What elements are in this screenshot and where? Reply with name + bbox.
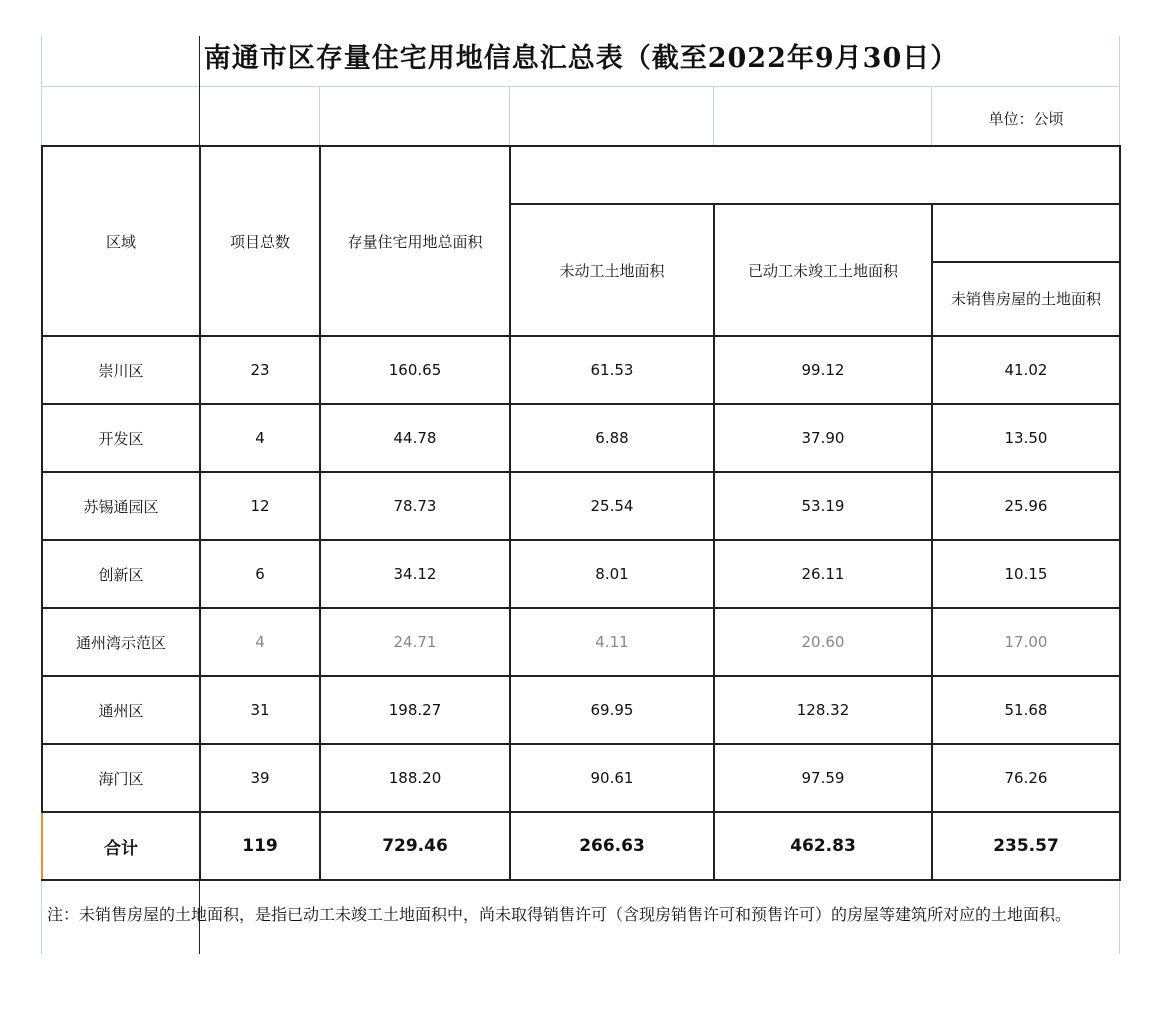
table-row	[42, 336, 1120, 404]
cell-total: 78.73	[320, 472, 510, 540]
summary-table	[41, 145, 1121, 881]
unit-label: 单位：公顷	[988, 110, 1064, 128]
cell-not-started: 61.53	[510, 336, 714, 404]
cell-count: 39	[200, 744, 320, 812]
header-started-unfinished: 已动工未竣工土地面积	[714, 204, 932, 336]
cell-region: 苏锡通园区	[42, 472, 200, 540]
cell-not-started: 8.01	[510, 540, 714, 608]
footnote: 注：未销售房屋的土地面积，是指已动工未竣工土地面积中，尚未取得销售许可（含现房销售许可和预售许可）的房屋等建筑所对应的土地面积。	[47, 905, 1072, 924]
cell-count: 6	[200, 540, 320, 608]
cell-region: 崇川区	[42, 336, 200, 404]
cell-unsold: 235.57	[932, 812, 1120, 880]
cell-started: 53.19	[714, 472, 932, 540]
cell-started: 26.11	[714, 540, 932, 608]
cell-started: 37.90	[714, 404, 932, 472]
cell-count: 119	[200, 812, 320, 880]
page-title: 南通市区存量住宅用地信息汇总表（截至2022年9月30日）	[203, 43, 959, 74]
grid-line	[509, 86, 510, 146]
total-row	[42, 812, 1120, 880]
cell-unsold: 13.50	[932, 404, 1120, 472]
cell-unsold: 25.96	[932, 472, 1120, 540]
cell-started: 97.59	[714, 744, 932, 812]
cell-not-started: 69.95	[510, 676, 714, 744]
header-unsold: 未销售房屋的土地面积	[932, 262, 1120, 336]
table-row	[42, 744, 1120, 812]
grid-line	[319, 86, 320, 146]
cell-total: 44.78	[320, 404, 510, 472]
table-row	[42, 404, 1120, 472]
cell-unsold: 41.02	[932, 336, 1120, 404]
cell-started: 99.12	[714, 336, 932, 404]
table-row	[42, 676, 1120, 744]
cell-started: 20.60	[714, 608, 932, 676]
cell-not-started: 6.88	[510, 404, 714, 472]
cell-not-started: 266.63	[510, 812, 714, 880]
cell-unsold: 17.00	[932, 608, 1120, 676]
cell-region: 通州区	[42, 676, 200, 744]
grid-line	[713, 86, 714, 146]
grid-line	[41, 86, 1120, 87]
cell-total: 24.71	[320, 608, 510, 676]
cell-count: 31	[200, 676, 320, 744]
cell-total: 34.12	[320, 540, 510, 608]
cell-region: 海门区	[42, 744, 200, 812]
cell-total: 160.65	[320, 336, 510, 404]
cell-started: 462.83	[714, 812, 932, 880]
header-row	[42, 146, 1120, 204]
cell-count: 4	[200, 404, 320, 472]
cell-region: 通州湾示范区	[42, 608, 200, 676]
cell-region: 合计	[42, 812, 200, 880]
cell-total: 729.46	[320, 812, 510, 880]
cell-unsold: 51.68	[932, 676, 1120, 744]
header-total-area: 存量住宅用地总面积	[320, 146, 510, 336]
cell-region: 创新区	[42, 540, 200, 608]
table-row	[42, 540, 1120, 608]
cell-count: 23	[200, 336, 320, 404]
header-blank-cell	[932, 204, 1120, 262]
cell-count: 4	[200, 608, 320, 676]
cell-unsold: 10.15	[932, 540, 1120, 608]
table-row	[42, 472, 1120, 540]
header-project-count: 项目总数	[200, 146, 320, 336]
cell-count: 12	[200, 472, 320, 540]
cell-not-started: 4.11	[510, 608, 714, 676]
cell-region: 开发区	[42, 404, 200, 472]
header-not-started: 未动工土地面积	[510, 204, 714, 336]
cell-unsold: 76.26	[932, 744, 1120, 812]
cell-not-started: 25.54	[510, 472, 714, 540]
cell-total: 198.27	[320, 676, 510, 744]
header-region: 区域	[42, 146, 200, 336]
cell-not-started: 90.61	[510, 744, 714, 812]
cell-total: 188.20	[320, 744, 510, 812]
header-group-blank	[510, 146, 1120, 204]
table-row	[42, 608, 1120, 676]
cell-started: 128.32	[714, 676, 932, 744]
